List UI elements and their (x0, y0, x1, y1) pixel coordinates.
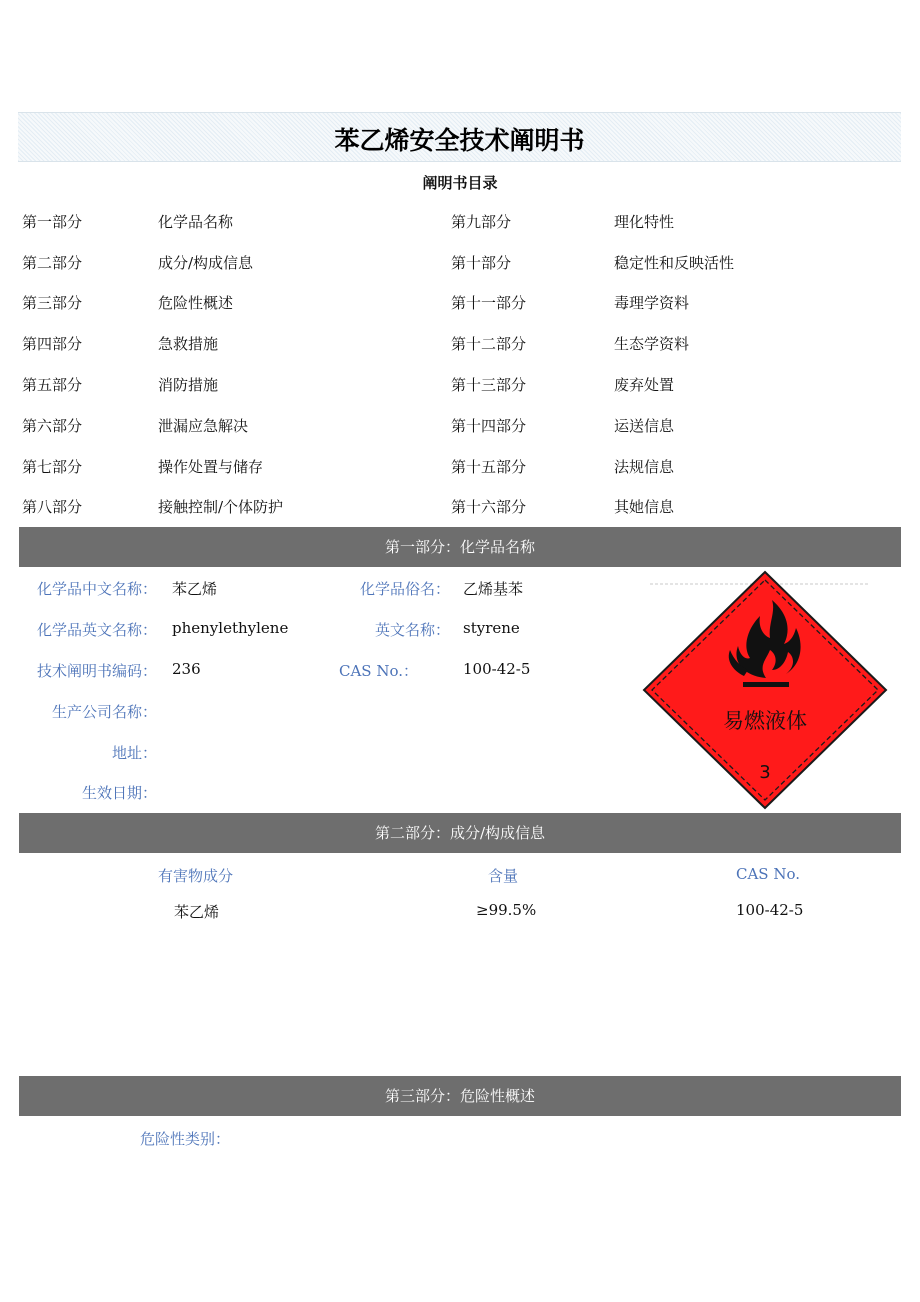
document-title-bar (18, 112, 901, 162)
section1-header: 第一部分：化学品名称 (19, 527, 901, 567)
toc-name: 运送信息 (614, 417, 675, 435)
toc-name: 接触控制/个体防护 (158, 498, 284, 516)
cn-name-value: 苯乙烯 (172, 580, 218, 598)
toc-row (0, 456, 920, 480)
code-label: 技术阐明书编码： (36, 662, 157, 680)
cas-value: 100-42-5 (463, 660, 531, 678)
toc-part: 第八部分 (22, 498, 83, 516)
alias-value: 乙烯基苯 (463, 580, 524, 598)
toc-row (0, 496, 920, 520)
toc-part: 第三部分 (22, 294, 83, 312)
section2-header: 第二部分：成分/构成信息 (19, 813, 901, 853)
toc-name: 毒理学资料 (614, 294, 690, 312)
toc-part: 第十四部分 (451, 417, 527, 435)
toc-row (0, 415, 920, 439)
en-name-value: phenylethylene (172, 619, 289, 637)
toc-name: 化学品名称 (158, 213, 234, 231)
toc-part: 第五部分 (22, 376, 83, 394)
toc-part: 第六部分 (22, 417, 83, 435)
cn-name-label: 化学品中文名称： (36, 580, 157, 598)
column-header-component: 有害物成分 (158, 867, 234, 885)
toc-title: 阐明书目录 (422, 174, 498, 192)
toc-name: 生态学资料 (614, 335, 690, 353)
cas-cell: 100-42-5 (736, 901, 804, 919)
toc-part: 第十部分 (451, 254, 512, 272)
toc-name: 理化特性 (614, 213, 675, 231)
alias-label: 化学品俗名： (359, 580, 450, 598)
toc-name: 稳定性和反映活性 (614, 254, 735, 272)
address-label: 地址： (111, 744, 157, 762)
toc-name: 成分/构成信息 (158, 254, 254, 272)
content-cell: ≥99.5% (476, 901, 537, 919)
code-value: 236 (172, 660, 201, 678)
hazard-sign-text: 易燃液体 (723, 709, 807, 733)
en-alias-label: 英文名称： (374, 621, 450, 639)
company-label: 生产公司名称： (51, 703, 157, 721)
toc-name: 急救措施 (158, 335, 219, 353)
document-title: 苯乙烯安全技术阐明书 (334, 126, 585, 155)
hazard-diamond-icon (640, 566, 890, 810)
component-cell: 苯乙烯 (174, 903, 220, 921)
column-header-cas: CAS No. (736, 865, 801, 883)
toc-part: 第十六部分 (451, 498, 527, 516)
toc-name: 废弃处置 (614, 376, 675, 394)
toc-row (0, 211, 920, 235)
toc-part: 第十一部分 (451, 294, 527, 312)
section3-header: 第三部分：危险性概述 (19, 1076, 901, 1116)
hazard-class-number: 3 (759, 762, 771, 783)
toc-name: 操作处置与储存 (158, 458, 264, 476)
column-header-content: 含量 (488, 867, 519, 885)
toc-part: 第十二部分 (451, 335, 527, 353)
toc-row (0, 374, 920, 398)
toc-name: 法规信息 (614, 458, 675, 476)
flammable-liquid-hazard-sign (640, 566, 890, 810)
toc-part: 第二部分 (22, 254, 83, 272)
toc-name: 泄漏应急解决 (158, 417, 249, 435)
toc-part: 第九部分 (451, 213, 512, 231)
en-name-label: 化学品英文名称： (36, 621, 157, 639)
toc-part: 第十三部分 (451, 376, 527, 394)
toc-part: 第一部分 (22, 213, 83, 231)
toc-row (0, 292, 920, 316)
toc-part: 第七部分 (22, 458, 83, 476)
date-label: 生效日期： (81, 784, 157, 802)
toc-part: 第十五部分 (451, 458, 527, 476)
toc-name: 其她信息 (614, 498, 675, 516)
toc-row (0, 333, 920, 357)
hazard-class-label: 危险性类别： (140, 1130, 231, 1148)
toc-part: 第四部分 (22, 335, 83, 353)
toc-name: 消防措施 (158, 376, 219, 394)
cas-label: CAS No.： (338, 662, 418, 680)
en-alias-value: styrene (463, 619, 520, 637)
toc-name: 危险性概述 (158, 294, 234, 312)
toc-row (0, 252, 920, 276)
